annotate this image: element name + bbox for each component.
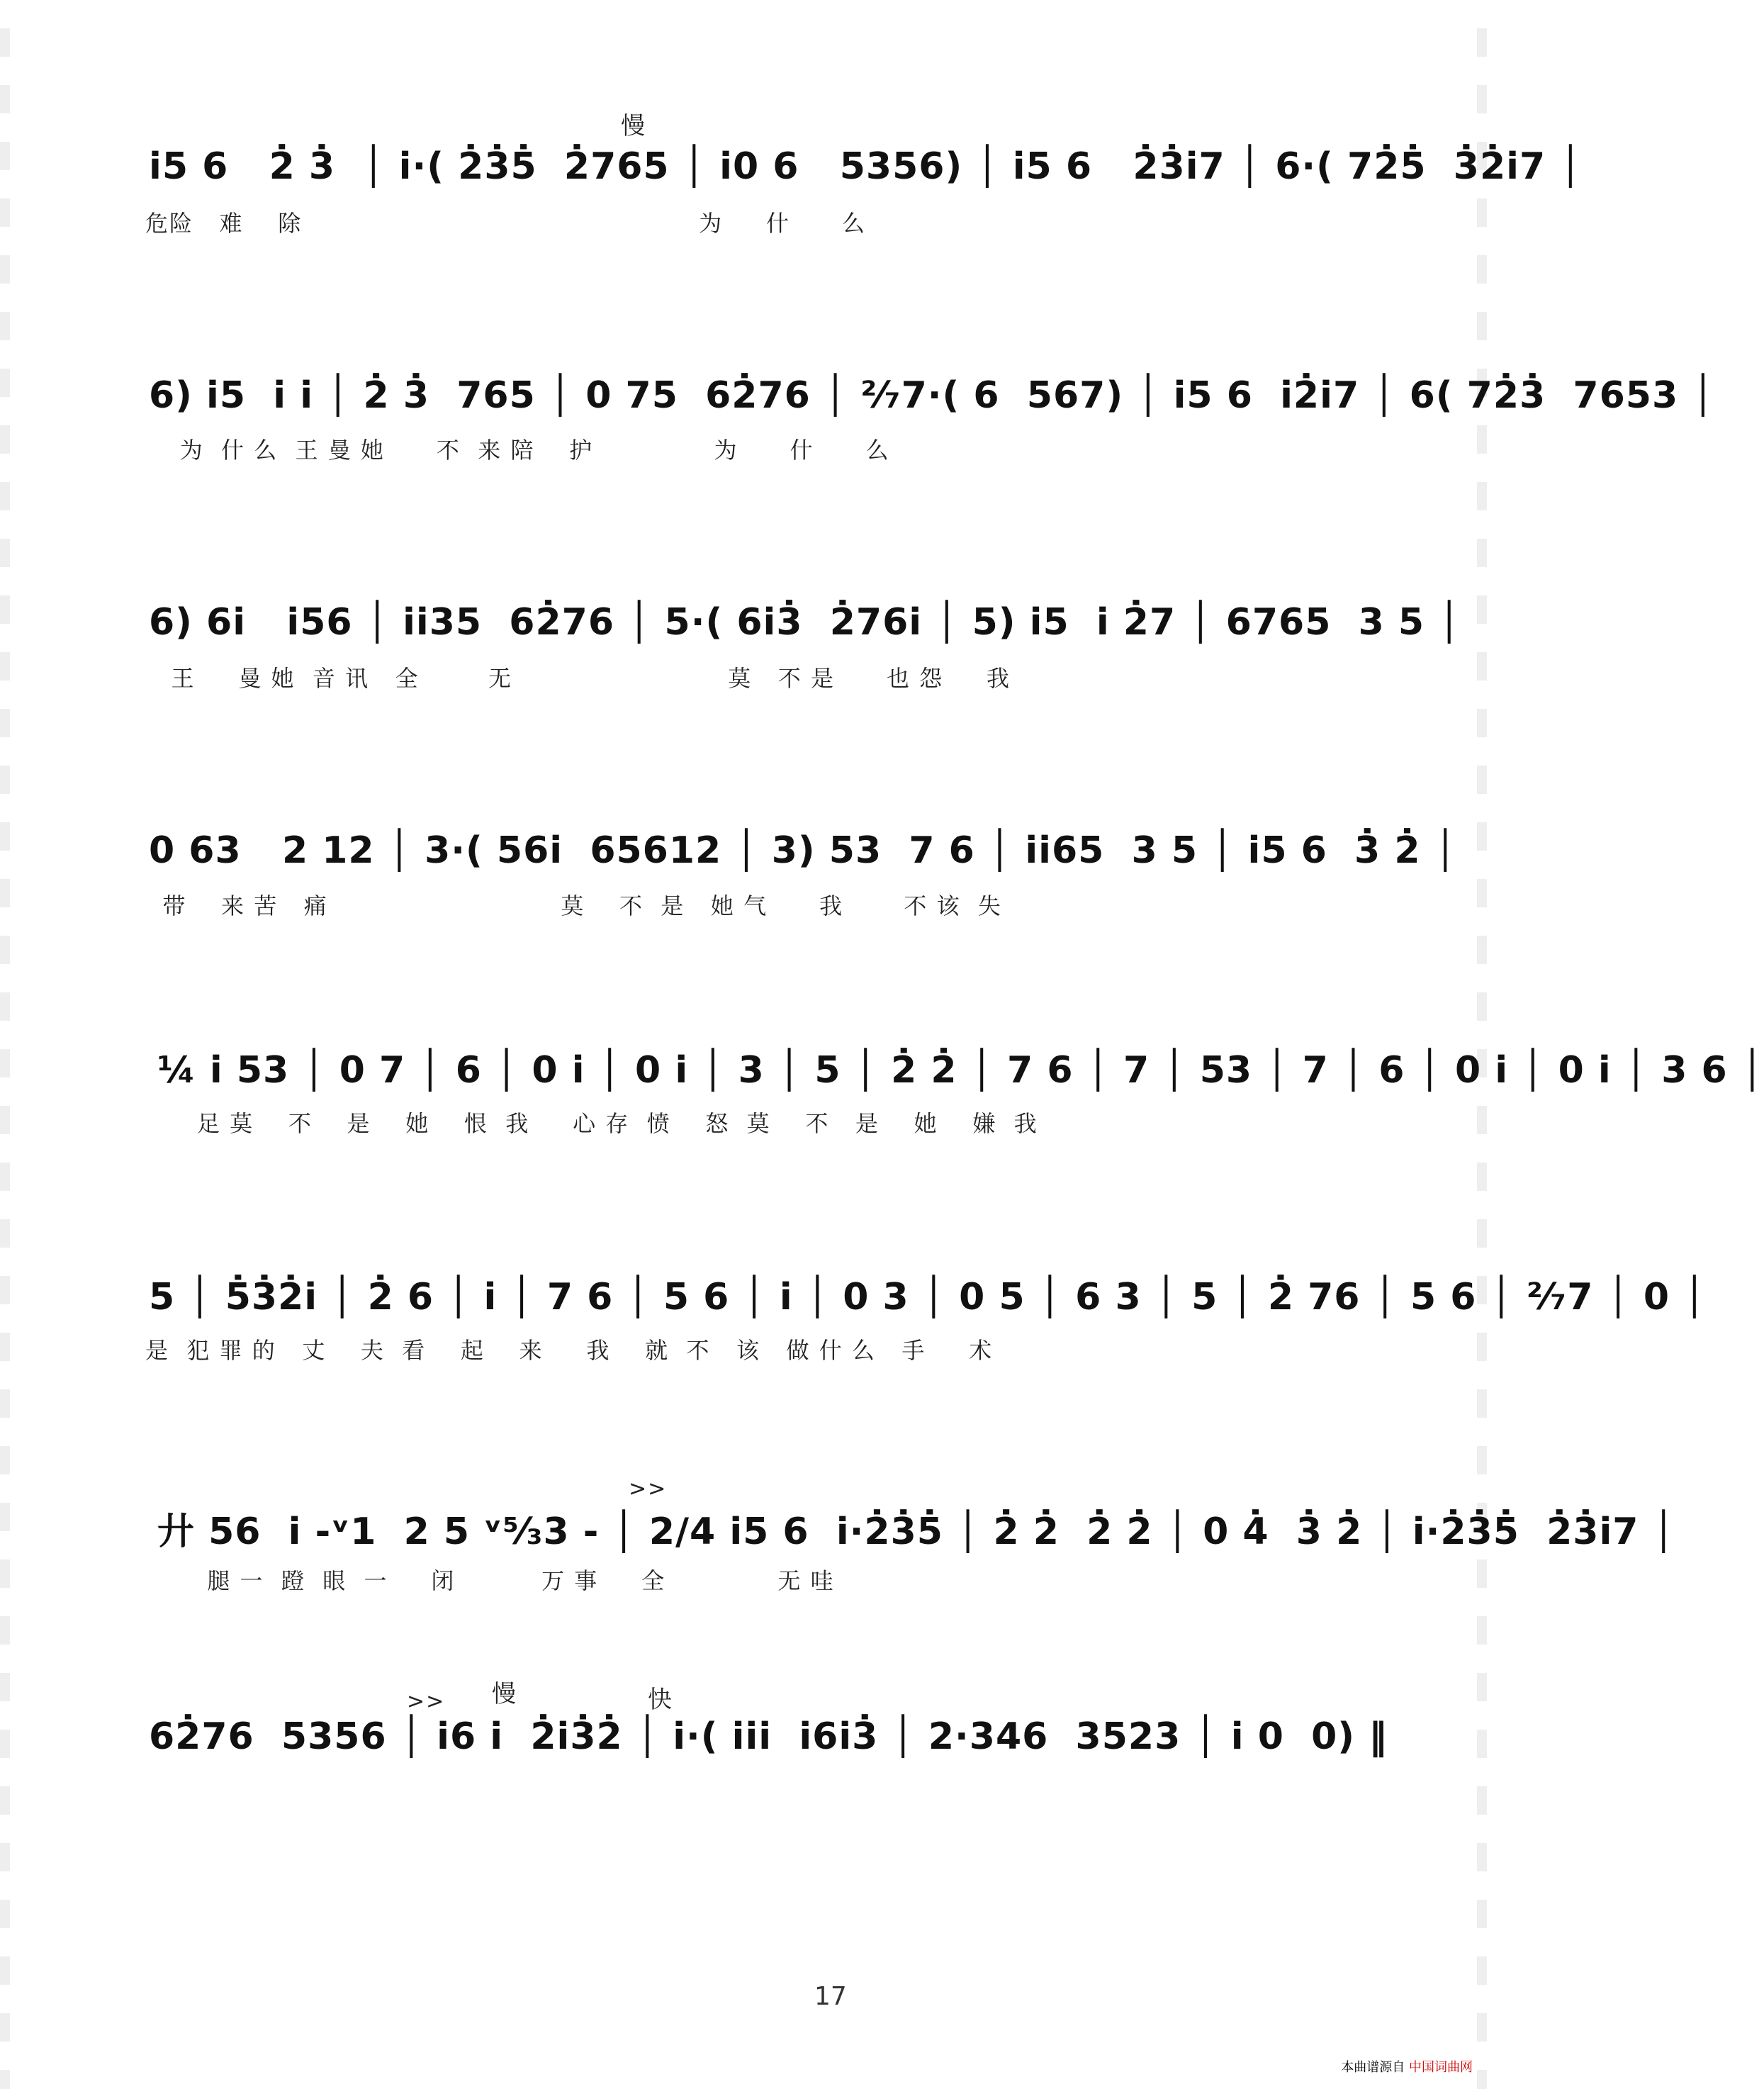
lyrics-line-6: 是 犯 罪 的 丈 夫 看 起 来 我 就 不 该 做 什 么 手 术 xyxy=(145,1337,994,1364)
lyrics-line-4: 带 来 苦 痛 莫 不 是 她 气 我 不 该 失 xyxy=(145,892,1002,919)
tempo-mark-slow-2: 慢 xyxy=(492,1680,516,1708)
right-edge-watermark xyxy=(1477,0,1487,2089)
notation-line-3: 6) 6i̇ i̇56 │ i̇i̇35 62̇76 │ 5·( 6i̇3̇ 2̇76i̇ │ 5) i̇5 i̇ 2̇7 │ 6765 3 5 │ xyxy=(149,601,1461,644)
notation-line-4: 0 63 2 12 │ 3·( 56i̇ 65612 │ 3) 53 7 6 │ i̇i̇65 3 5 │ i̇5 6 3̇ 2̇ │ xyxy=(149,829,1457,872)
notation-line-7: 廾 56 i̇ -ᵛ1 2 5 ᵛ⁵⁄₃3 - │ 2/4 i̇5 6 i̇·2̇3̇5̇ │ 2̇ 2̇ 2̇ 2̇ │ 0 4̇ 3̇ 2̇ │ i̇·2̇3̇5̇ 2̇3̇i̇7 │ xyxy=(157,1511,1675,1553)
notation-line-5: ¼ i̇ 53 │ 0 7 │ 6 │ 0 i̇ │ 0 i̇ │ 3 │ 5 │ 2̇ 2̇ │ 7 6 │ 7 │ 53 │ 7 │ 6 │ 0 i̇ │ 0 i̇ │ 3 6 │ xyxy=(157,1049,1764,1092)
credit-label: 本曲谱源自 xyxy=(1341,2060,1405,2075)
lyrics-line-7: 腿 一 蹬 眼 一 闭 万 事 全 无 哇 xyxy=(190,1567,835,1594)
tempo-mark-fast: 快 xyxy=(648,1686,672,1714)
notation-line-1: i̇5 6 2̇ 3̇ │ i̇·( 2̇3̇5̇ 2̇765 │ i̇0 6 5356) │ i̇5 6 2̇3̇i̇7 │ 6·( 72̇5̇ 3̇2̇i̇7 │ xyxy=(149,145,1583,188)
left-edge-watermark xyxy=(0,0,10,2089)
lyrics-line-2: 为 什 么 王 曼 她 不 来 陪 护 为 什 么 xyxy=(145,437,890,464)
credit-site: 中国词曲网 xyxy=(1409,2060,1473,2075)
page-number: 17 xyxy=(814,1982,847,2011)
notation-line-8: 62̇76 5356 │ i̇6 i̇ 2̇i̇3̇2̇ │ i̇·( i̇i̇i̇ i̇6i̇3̇ │ 2·346 3523 │ i̇ 0 0) ‖ xyxy=(149,1715,1388,1758)
lyrics-line-1: 危险 难 除 为 什 么 xyxy=(145,210,867,237)
accent-marks-1: >> xyxy=(629,1477,668,1501)
notation-line-2: 6) i̇5 i̇ i̇ │ 2̇ 3̇ 765 │ 0 75 62̇76 │ ²⁄₇7·( 6 567) │ i̇5 6 i̇2̇i̇7 │ 6( 72̇3̇ 7653 │ xyxy=(149,374,1715,417)
source-credit xyxy=(1341,2057,1473,2076)
lyrics-line-5: 足 莫 不 是 她 恨 我 心 存 愤 怒 莫 不 是 她 嫌 我 xyxy=(197,1110,1038,1137)
lyrics-line-3: 王 曼 她 音 讯 全 无 莫 不 是 也 怨 我 xyxy=(145,665,1011,692)
tempo-mark-slow: 慢 xyxy=(621,112,645,140)
accent-marks-2: >> xyxy=(407,1689,446,1714)
notation-line-6: 5 │ 5̇3̇2̇i̇ │ 2̇ 6 │ i̇ │ 7 6 │ 5 6 │ i̇ │ 0 3 │ 0 5 │ 6 3 │ 5 │ 2̇ 76 │ 5 6 │ ²⁄₇7 │ 0 │ xyxy=(149,1276,1707,1318)
